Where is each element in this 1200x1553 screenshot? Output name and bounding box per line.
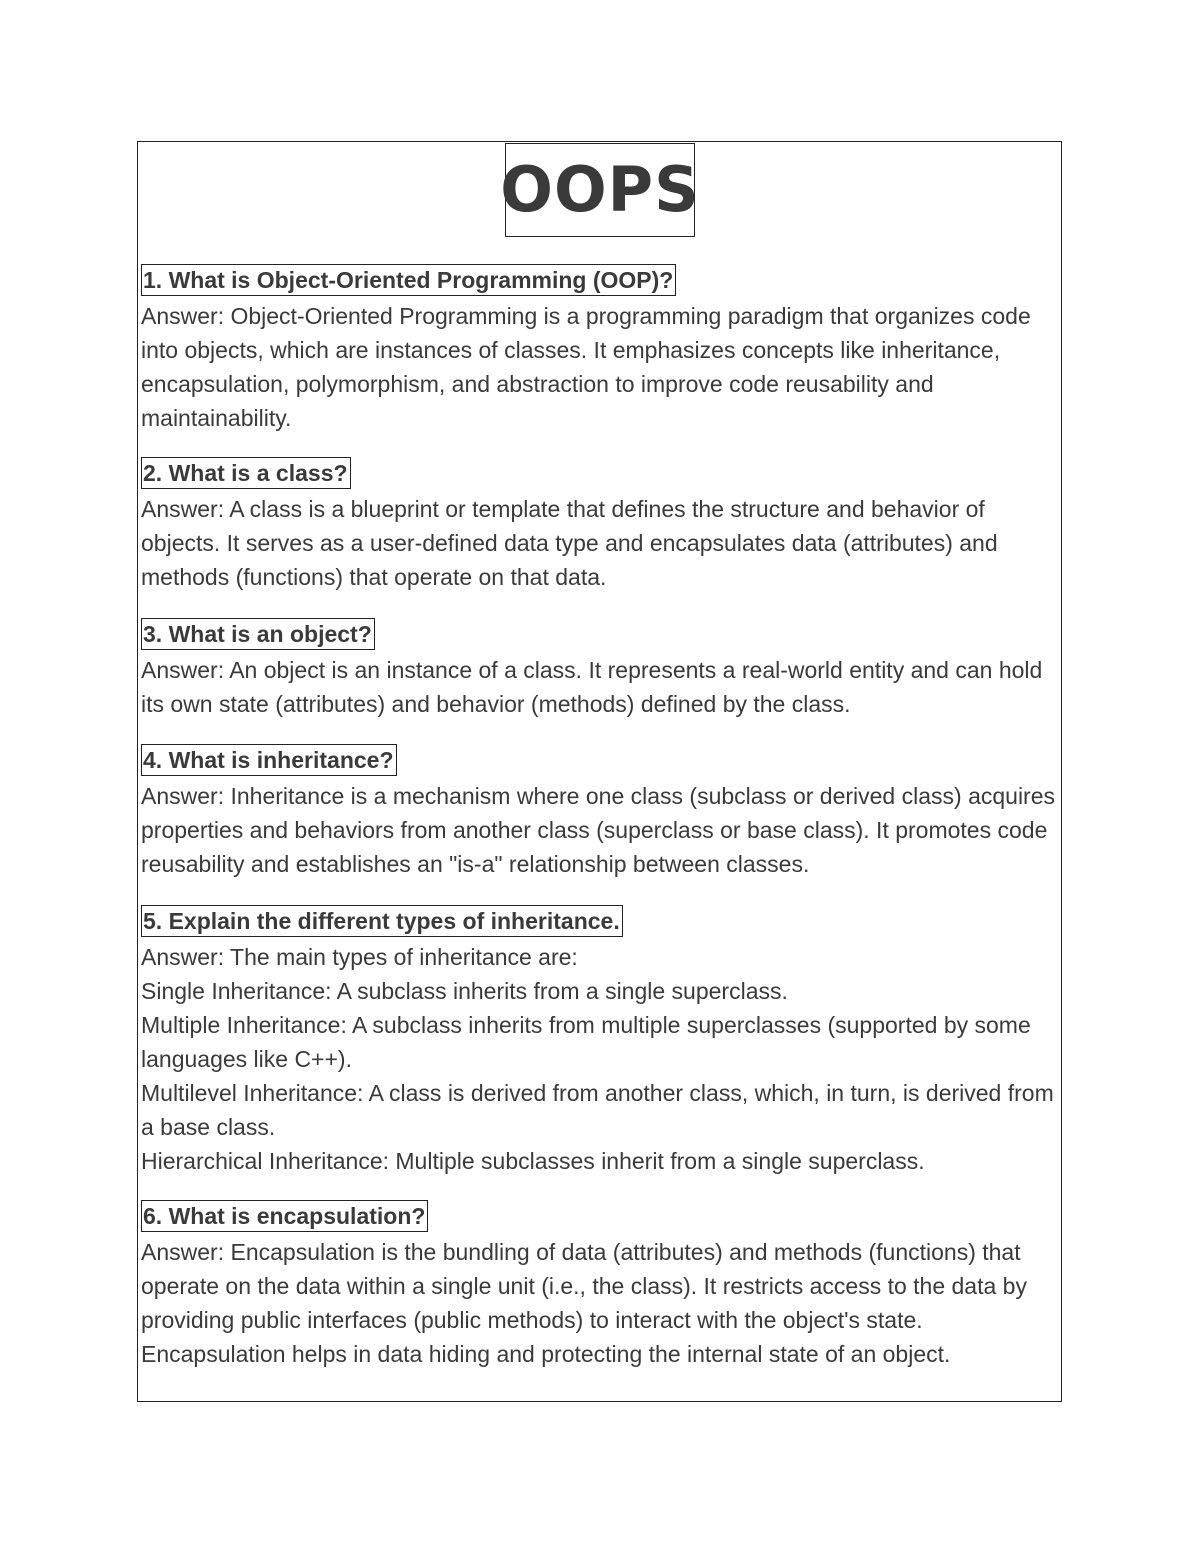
answer-paragraph: Hierarchical Inheritance: Multiple subclasses inherit from a single superclass. <box>141 1148 925 1174</box>
answer-paragraph: Answer: Encapsulation is the bundling of data (attributes) and methods (functions) that operate on the data within a single unit (i.e., the class). It restricts access to the data by providing public interfaces (public methods) to interact with the object's state. Encapsulation helps in data hiding and protecting the internal state of an object. <box>141 1239 1027 1367</box>
answer-paragraph: Answer: An object is an instance of a class. It represents a real-world entity and can hold its own state (attributes) and behavior (methods) defined by the class. <box>141 657 1043 717</box>
title-box <box>500 143 700 237</box>
qa-section-1 <box>141 264 1059 435</box>
answer-text <box>141 653 1059 721</box>
question-heading: 6. What is encapsulation? <box>141 1200 428 1232</box>
qa-section-4 <box>141 744 1059 881</box>
answer-paragraph: Answer: A class is a blueprint or template that defines the structure and behavior of objects. It serves as a user-defined data type and encapsulates data (attributes) and methods (functions) that operate on that data. <box>141 496 998 590</box>
question-heading: 5. Explain the different types of inheritance. <box>141 905 623 937</box>
answer-paragraph: Multiple Inheritance: A subclass inherits from multiple superclasses (supported by some languages like C++). <box>141 1012 1031 1072</box>
question-heading: 4. What is inheritance? <box>141 744 397 776</box>
answer-text <box>141 1235 1059 1371</box>
page-title: OOPS <box>500 153 700 226</box>
qa-section-2 <box>141 457 1059 594</box>
question-heading: 3. What is an object? <box>141 618 375 650</box>
question-heading: 1. What is Object-Oriented Programming (OOP)? <box>141 264 676 296</box>
answer-paragraph: Answer: The main types of inheritance are: <box>141 944 578 970</box>
answer-paragraph: Answer: Object-Oriented Programming is a programming paradigm that organizes code into objects, which are instances of classes. It emphasizes concepts like inheritance, encapsulation, polymorphism, and abstraction to improve code reusability and maintainability. <box>141 303 1031 431</box>
answer-text <box>141 492 1059 594</box>
qa-section-6 <box>141 1200 1059 1371</box>
answer-text <box>141 299 1059 435</box>
answer-paragraph: Single Inheritance: A subclass inherits from a single superclass. <box>141 978 788 1004</box>
question-heading: 2. What is a class? <box>141 457 351 489</box>
answer-text <box>141 940 1059 1178</box>
answer-paragraph: Multilevel Inheritance: A class is derived from another class, which, in turn, is derived from a base class. <box>141 1080 1054 1140</box>
answer-text <box>141 779 1059 881</box>
qa-section-3 <box>141 618 1059 721</box>
answer-paragraph: Answer: Inheritance is a mechanism where one class (subclass or derived class) acquires properties and behaviors from another class (superclass or base class). It promotes code reusability and establishes an "is-a" relationship between classes. <box>141 783 1056 877</box>
qa-section-5 <box>141 905 1059 1178</box>
